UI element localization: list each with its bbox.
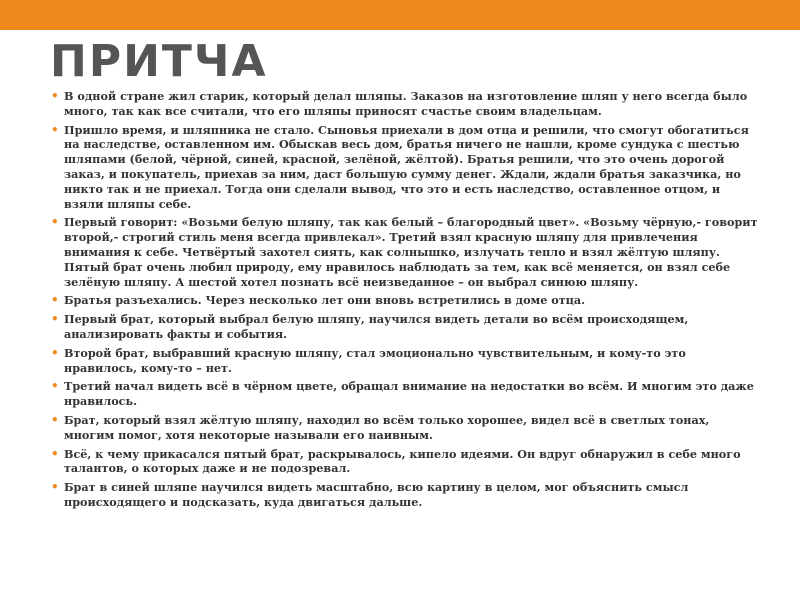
bullet-text: Второй брат, выбравший красную шляпу, стал эмоционально чувствительным, и кому-то это нравилось, кому-то – нет. — [64, 345, 686, 375]
bullet-icon: • — [51, 293, 59, 308]
bullet-icon: • — [51, 215, 59, 230]
bullet-text: Первый говорит: «Возьми белую шляпу, так как белый – благородный цвет». «Возьму чёрную,- говорит второй,- строгий стиль меня всегда привлекал». Третий взял красную шляпу для привлечения внимания к себе. Четвёртый захотел сиять, как солнышко, излучать тепло и взял жёлтую шляпу. Пятый брат очень любил природу, ему нравилось наблюдать за тем, как всё меняется, он взял себе зелёную шляпу. А шестой хотел познать всё неизведанное – он выбрал синюю шляпу. — [64, 215, 758, 289]
bullet-icon: • — [51, 122, 59, 137]
bullet-item — [50, 447, 762, 477]
bullet-item — [50, 293, 762, 308]
top-accent-bar — [0, 0, 800, 30]
bullet-item — [50, 215, 762, 289]
bullet-item — [50, 480, 762, 510]
bullet-list — [50, 89, 762, 514]
bullet-item — [50, 346, 762, 376]
bullet-icon: • — [51, 446, 59, 461]
bullet-item — [50, 312, 762, 342]
bullet-item — [50, 89, 762, 119]
bullet-text: Первый брат, который выбрал белую шляпу, научился видеть детали во всём происходящем, анализировать факты и события. — [64, 312, 689, 341]
bullet-icon: • — [51, 412, 59, 427]
bullet-text: Братья разъехались. Через несколько лет они вновь встретились в доме отца. — [64, 293, 586, 308]
bullet-icon: • — [51, 480, 59, 495]
bullet-text: Брат, который взял жёлтую шляпу, находил во всём только хорошее, видел всё в светлых тонах, многим помог, хотя некоторые называли его наивным. — [64, 412, 710, 442]
bullet-item — [50, 379, 762, 409]
bullet-icon: • — [51, 89, 59, 103]
bullet-text: Всё, к чему прикасался пятый брат, раскрывалось, кипело идеями. Он вдруг обнаружил в себе много талантов, о которых даже и не подозревал. — [64, 446, 741, 476]
bullet-text: Третий начал видеть всё в чёрном цвете, обращал внимание на недостатки во всём. И многим это даже нравилось. — [64, 379, 754, 409]
bullet-item — [50, 413, 762, 443]
bullet-icon: • — [51, 379, 59, 394]
bullet-icon: • — [51, 312, 59, 327]
slide-title: ПРИТЧА — [50, 36, 268, 87]
bullet-text: Пришло время, и шляпника не стало. Сыновья приехали в дом отца и решили, что смогут обогатиться на наследстве, оставленном им. Обыскав весь дом, братья ничего не нашли, кроме сундука с шестью шляпами (белой, чёрной, синей, красной, зелёной, жёлтой). Братья решили, что это очень дорогой заказ, и покупатель, приехав за ним, даст большую сумму денег. Ждали, ждали братья заказчика, но никто так и не приехал. Тогда они сделали вывод, что это и есть наследство, оставленное отцом, и взяли шляпы себе. — [64, 122, 749, 211]
bullet-icon: • — [51, 345, 59, 360]
bullet-text: В одной стране жил старик, который делал шляпы. Заказов на изготовление шляп у него всегда было много, так как все считали, что его шляпы приносят счастье своим владельцам. — [64, 89, 748, 118]
bullet-text: Брат в синей шляпе научился видеть масштабно, всю картину в целом, мог объяснить смысл происходящего и подсказать, куда двигаться дальше. — [64, 480, 689, 509]
bullet-item — [50, 123, 762, 212]
